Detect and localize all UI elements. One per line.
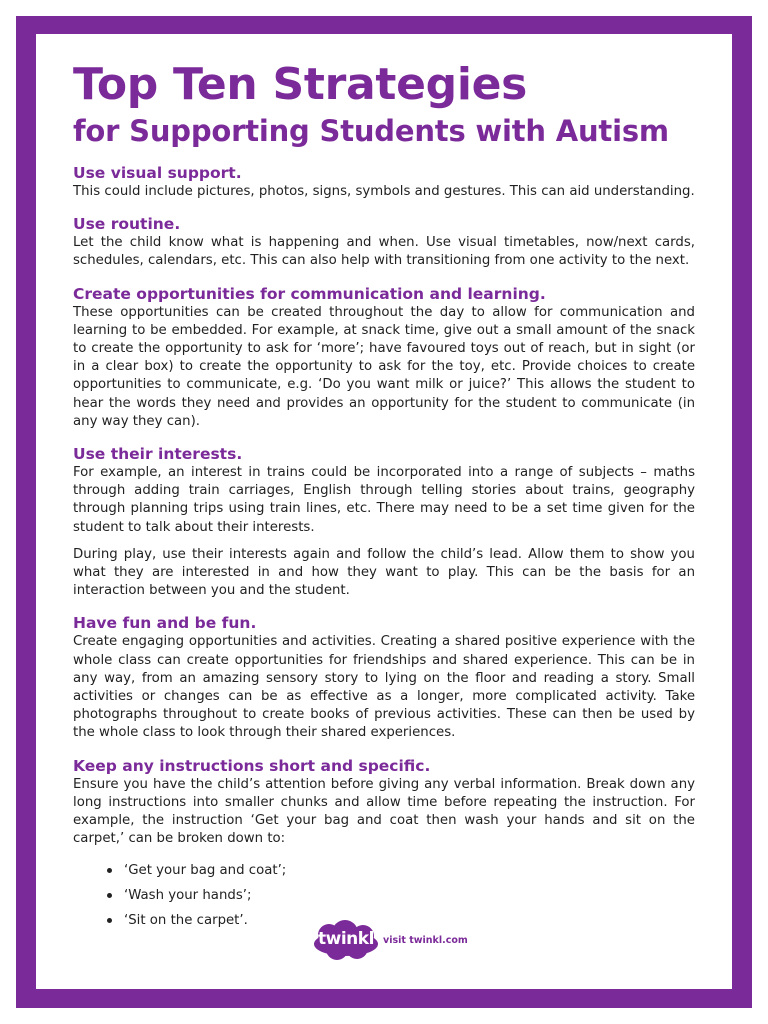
bullet-icon	[107, 893, 112, 898]
document-page	[36, 34, 732, 989]
strategy-routine	[73, 214, 695, 270]
strategy-interests	[73, 444, 695, 600]
strategy-have-fun	[73, 613, 695, 742]
list-item	[107, 883, 695, 908]
section-heading: Create opportunities for communication and learning.	[73, 284, 546, 303]
bullet-icon	[107, 918, 112, 923]
section-paragraph: Ensure you have the child’s attention before giving any verbal information. Break down any long instructions into smaller chunks and allow time before repeating the instruction. For example, the instruction ‘Get your bag and coat then wash your hands and sit on the carpet,’ can be broken down to:	[73, 776, 695, 847]
list-item-text: ‘Wash your hands’;	[124, 888, 252, 904]
list-item	[107, 858, 695, 883]
section-heading: Use their interests.	[73, 445, 243, 464]
logo-wordmark: twinkl	[318, 929, 374, 949]
visit-link[interactable]: visit twinkl.com	[383, 934, 468, 946]
strategy-instructions	[73, 756, 695, 934]
section-paragraph: For example, an interest in trains could be incorporated into a range of subjects – maths through adding train carriages, English through telling stories about trains, geography through planning trips using train lines, etc. There may need to be a set time given for the student to talk about their interests.	[73, 465, 695, 535]
section-paragraph: This could include pictures, photos, signs, symbols and gestures. This can aid understanding.	[73, 184, 695, 199]
strategy-communication	[73, 284, 695, 431]
page-subtitle: for Supporting Students with Autism	[73, 114, 669, 148]
section-paragraph: During play, use their interests again and follow the child’s lead. Allow them to show you what they are interested in and how they want to play. This can be the basis for an interaction between you and the student.	[73, 546, 695, 599]
section-heading: Have fun and be fun.	[73, 614, 257, 633]
section-paragraph: Create engaging opportunities and activities. Creating a shared positive experience with the whole class can create opportunities for friendships and shared experience. This can be in any way, from an amazing sensory story to lying on the floor and reading a story. Small activities or changes can be as effective as a longer, more complicated activity. Take photographs throughout to create books of previous activities. These can then be used by the whole class to look through their shared experiences.	[73, 634, 695, 741]
section-paragraph: These opportunities can be created throughout the day to allow for communication and learning to be embedded. For example, at snack time, give out a small amount of the snack to create the opportunity to ask for ‘more’; have favoured toys out of reach, but in sight (or in a clear box) to create the opportunity to ask for the toy, etc. Provide choices to create opportunities to communicate, e.g. ‘Do you want milk or juice?’ This allows the student to hear the words they need and provides an opportunity for the student to communicate (in any way they can).	[73, 304, 695, 429]
strategy-visual-support	[73, 163, 695, 201]
footer	[314, 920, 468, 960]
list-item-text: ‘Sit on the carpet’.	[124, 913, 248, 929]
document-content	[73, 60, 695, 946]
list-item-text: ‘Get your bag and coat’;	[124, 863, 287, 879]
bullet-icon	[107, 868, 112, 873]
twinkl-logo[interactable]	[314, 920, 380, 960]
section-paragraph: Let the child know what is happening and when. Use visual timetables, now/next cards, schedules, calendars, etc. This can also help with transitioning from one activity to the next.	[73, 235, 695, 269]
page-border	[16, 16, 752, 1008]
page-title: Top Ten Strategies	[73, 59, 528, 110]
section-heading: Keep any instructions short and specific.	[73, 756, 431, 775]
section-heading: Use routine.	[73, 215, 181, 234]
section-heading: Use visual support.	[73, 164, 242, 182]
